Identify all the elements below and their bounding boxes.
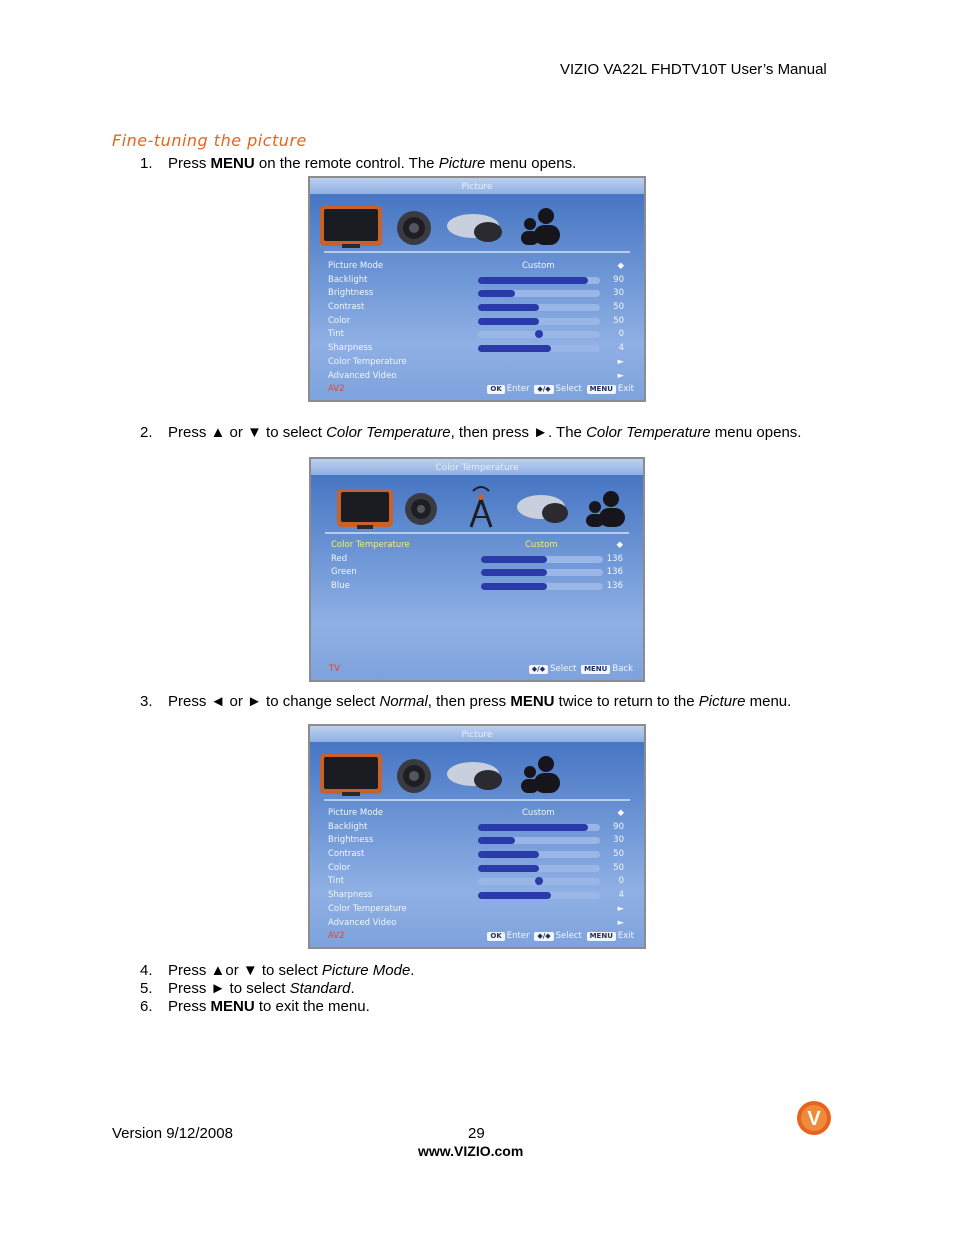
menu-icon-strip xyxy=(318,742,636,798)
users-icon xyxy=(521,208,560,245)
step-number: 2. xyxy=(140,424,153,441)
arrow-keys-icon: ◆/◆ xyxy=(534,932,553,941)
menu-row[interactable] xyxy=(328,862,628,876)
menu-row-label: Green xyxy=(331,567,357,578)
button-hints: ◆/◆ Select MENU Back xyxy=(527,664,633,674)
tv-icon xyxy=(320,754,382,796)
menu-row-value: 50 xyxy=(613,315,624,326)
menu-row-value: 136 xyxy=(606,581,623,592)
step-number: 1. xyxy=(140,155,153,172)
menu-row-value: 30 xyxy=(613,288,624,299)
menu-row-label: Picture Mode xyxy=(328,261,384,271)
menu-row-value: 90 xyxy=(613,274,624,285)
menu-row-slider[interactable] xyxy=(478,318,600,325)
menu-row[interactable] xyxy=(328,889,628,903)
screen-footer xyxy=(329,664,633,676)
menu-row-value: 4 xyxy=(618,343,624,354)
slider-fill xyxy=(478,892,551,899)
menu-rows xyxy=(328,260,628,383)
menu-row[interactable] xyxy=(328,834,628,848)
step-number: 4. xyxy=(140,962,153,979)
screen-title: Picture xyxy=(461,182,493,192)
menu-row-label: Advanced Video xyxy=(328,917,397,928)
menu-row[interactable] xyxy=(328,821,628,835)
vizio-logo-icon xyxy=(796,1100,832,1136)
menu-row-value: ◆ xyxy=(617,261,624,271)
menu-divider xyxy=(325,532,629,534)
menu-row[interactable] xyxy=(331,553,627,567)
menu-row-label: Brightness xyxy=(328,288,374,299)
slider-fill xyxy=(478,318,539,325)
menu-row-slider[interactable] xyxy=(478,304,600,311)
menu-row-setting: Custom xyxy=(522,808,555,818)
menu-row-slider[interactable] xyxy=(481,583,603,590)
remote-icon xyxy=(447,762,502,790)
step-number: 6. xyxy=(140,998,153,1015)
logo-letter: V xyxy=(807,1108,821,1130)
step-1: 1. Press MENU on the remote control. The Picture menu opens. xyxy=(140,155,577,172)
menu-divider xyxy=(324,799,630,801)
slider-knob[interactable] xyxy=(535,877,543,885)
menu-row-value: 0 xyxy=(618,329,624,340)
menu-row-slider[interactable] xyxy=(478,865,600,872)
menu-row-slider[interactable] xyxy=(478,290,600,297)
menu-row-setting: Custom xyxy=(522,261,555,271)
step-number: 5. xyxy=(140,980,153,997)
menu-row-label: Color Temperature xyxy=(328,356,407,367)
menu-row[interactable] xyxy=(328,274,628,288)
speaker-icon xyxy=(405,493,437,525)
menu-row-label: Color xyxy=(328,862,351,873)
menu-row-value: 50 xyxy=(613,862,624,873)
menu-row-label: Color Temperature xyxy=(328,903,407,914)
menu-row-slider[interactable] xyxy=(481,569,603,576)
menu-row-value: 30 xyxy=(613,835,624,846)
step-6: 6. Press MENU to exit the menu. xyxy=(140,998,370,1015)
menu-row-label: Tint xyxy=(328,876,345,887)
step-3: 3. Press ◄ or ► to change select Normal, then press MENU twice to return to the Picture menu. xyxy=(140,693,792,710)
menu-row[interactable] xyxy=(328,328,628,342)
antenna-icon xyxy=(471,487,491,527)
section-heading: Fine-tuning the picture xyxy=(112,131,307,150)
menu-row-value: 136 xyxy=(606,567,623,578)
menu-row-value: 136 xyxy=(606,553,623,564)
menu-row-slider[interactable] xyxy=(478,277,600,284)
menu-row-value: ► xyxy=(617,917,624,928)
slider-fill xyxy=(481,556,547,563)
menu-row-label: Sharpness xyxy=(328,343,373,354)
menu-row[interactable] xyxy=(331,566,627,580)
menu-row[interactable] xyxy=(328,917,628,931)
menu-row-slider[interactable] xyxy=(478,851,600,858)
menu-row-value: ► xyxy=(617,356,624,367)
slider-fill xyxy=(478,865,539,872)
ok-key-icon: OK xyxy=(487,385,504,394)
menu-row-label: Color Temperature xyxy=(331,540,410,550)
slider-fill xyxy=(478,824,588,831)
menu-row-label: Advanced Video xyxy=(328,370,397,381)
slider-fill xyxy=(478,290,515,297)
menu-row-value: ► xyxy=(617,370,624,381)
menu-row-value: 4 xyxy=(618,890,624,901)
menu-row-label: Blue xyxy=(331,581,350,592)
screen-footer xyxy=(328,931,634,943)
menu-row-slider[interactable] xyxy=(478,892,600,899)
menu-row-value: ► xyxy=(617,903,624,914)
menu-row[interactable] xyxy=(328,287,628,301)
remote-icon xyxy=(447,214,502,242)
menu-row[interactable] xyxy=(328,848,628,862)
menu-row-label: Sharpness xyxy=(328,890,373,901)
slider-fill xyxy=(481,569,547,576)
input-source: AV2 xyxy=(328,931,345,941)
menu-row-label: Tint xyxy=(328,329,345,340)
users-icon xyxy=(586,491,625,527)
users-icon xyxy=(521,756,560,793)
menu-key-icon: MENU xyxy=(587,932,616,941)
menu-row[interactable] xyxy=(328,356,628,370)
menu-row-setting: Custom xyxy=(525,540,558,550)
menu-key-icon: MENU xyxy=(587,385,616,394)
page-number: 29 xyxy=(468,1125,485,1142)
button-hints: OK Enter ◆/◆ Select MENU Exit xyxy=(485,384,634,394)
menu-row[interactable] xyxy=(328,903,628,917)
menu-row[interactable] xyxy=(331,580,627,594)
menu-divider xyxy=(324,251,630,253)
slider-fill xyxy=(478,837,515,844)
menu-rows xyxy=(331,539,627,594)
menu-row-value: 0 xyxy=(618,876,624,887)
picture-menu-screenshot-2 xyxy=(308,724,646,949)
menu-row-value: 50 xyxy=(613,302,624,313)
input-source: AV2 xyxy=(328,384,345,394)
menu-row-label: Contrast xyxy=(328,849,365,860)
menu-row-slider[interactable] xyxy=(478,345,600,352)
website-url: www.VIZIO.com xyxy=(418,1143,524,1159)
document-header-title: VIZIO VA22L FHDTV10T User’s Manual xyxy=(560,61,827,78)
tv-icon xyxy=(320,206,382,248)
menu-row-slider[interactable] xyxy=(478,878,600,885)
menu-row-label: Color xyxy=(328,315,351,326)
menu-row-label: Red xyxy=(331,553,348,564)
button-hints: OK Enter ◆/◆ Select MENU Exit xyxy=(485,931,634,941)
ok-key-icon: OK xyxy=(487,932,504,941)
step-4: 4. Press ▲or ▼ to select Picture Mode. xyxy=(140,962,415,979)
step-2: 2. Press ▲ or ▼ to select Color Temperature, then press ►. The Color Temperature menu opens. xyxy=(140,424,802,441)
menu-row-slider[interactable] xyxy=(478,331,600,338)
slider-knob[interactable] xyxy=(535,330,543,338)
menu-row[interactable] xyxy=(328,260,628,274)
arrow-keys-icon: ◆/◆ xyxy=(534,385,553,394)
menu-row-label: Brightness xyxy=(328,835,374,846)
screen-title: Picture xyxy=(461,730,493,740)
menu-row-label: Backlight xyxy=(328,274,368,285)
menu-icon-strip xyxy=(318,194,636,250)
menu-row-label: Backlight xyxy=(328,821,368,832)
slider-fill xyxy=(481,583,547,590)
arrow-keys-icon: ◆/◆ xyxy=(529,665,548,674)
menu-row-slider[interactable] xyxy=(478,824,600,831)
screen-title: Color Temperature xyxy=(435,463,519,473)
speaker-icon xyxy=(397,759,431,793)
input-source: TV xyxy=(329,664,341,674)
menu-row-value: ◆ xyxy=(617,808,624,818)
menu-row-slider[interactable] xyxy=(478,837,600,844)
slider-fill xyxy=(478,851,539,858)
menu-row[interactable] xyxy=(328,875,628,889)
step-5: 5. Press ► to select Standard. xyxy=(140,980,355,997)
menu-row-label: Picture Mode xyxy=(328,808,384,818)
color-temperature-menu-screenshot xyxy=(309,457,645,682)
menu-row[interactable] xyxy=(328,301,628,315)
screen-footer xyxy=(328,384,634,396)
menu-row[interactable] xyxy=(328,370,628,384)
version-text: Version 9/12/2008 xyxy=(112,1125,233,1142)
step-number: 3. xyxy=(140,693,153,710)
tv-icon xyxy=(337,489,393,529)
menu-row[interactable] xyxy=(331,539,627,553)
menu-row[interactable] xyxy=(328,342,628,356)
menu-row-value: 50 xyxy=(613,849,624,860)
slider-fill xyxy=(478,304,539,311)
menu-key-icon: MENU xyxy=(581,665,610,674)
slider-fill xyxy=(478,277,588,284)
menu-row[interactable] xyxy=(328,807,628,821)
menu-row-value: 90 xyxy=(613,821,624,832)
menu-row-value: ◆ xyxy=(616,540,623,550)
menu-row-label: Contrast xyxy=(328,302,365,313)
menu-icon-strip xyxy=(319,475,635,531)
speaker-icon xyxy=(397,211,431,245)
remote-icon xyxy=(517,495,568,523)
menu-row[interactable] xyxy=(328,315,628,329)
menu-row-slider[interactable] xyxy=(481,556,603,563)
menu-rows xyxy=(328,807,628,930)
picture-menu-screenshot xyxy=(308,176,646,402)
slider-fill xyxy=(478,345,551,352)
